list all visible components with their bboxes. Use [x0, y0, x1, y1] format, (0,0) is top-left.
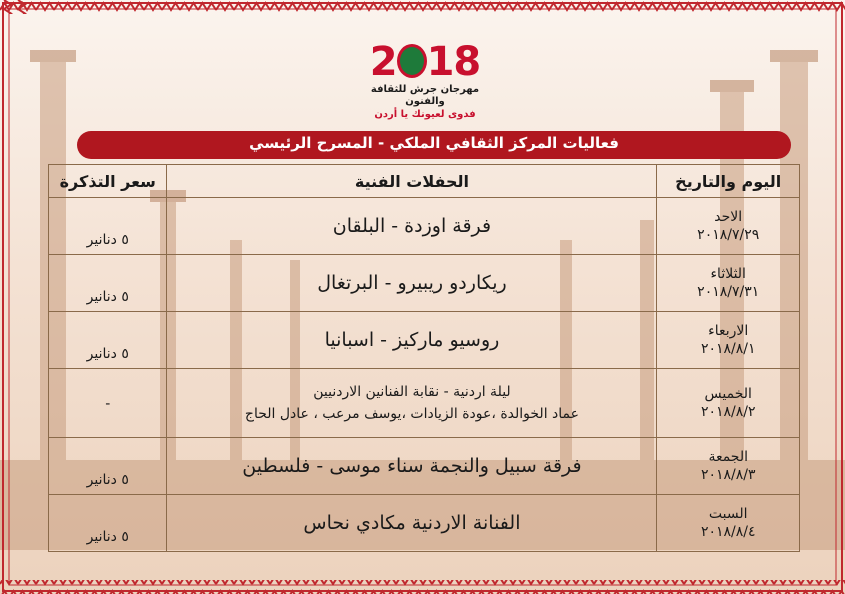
- event-cell: فرقة اوزدة - البلقان: [167, 198, 657, 255]
- table-row: [49, 312, 800, 369]
- logo-year-right: 18: [426, 39, 481, 85]
- header-day: اليوم والتاريخ: [657, 165, 800, 198]
- event-cell: روسيو ماركيز - اسبانيا: [167, 312, 657, 369]
- table-row: [49, 437, 800, 494]
- festival-logo: [360, 40, 490, 135]
- day-date: ٢٠١٨/٨/١: [700, 341, 756, 358]
- title-banner: [77, 131, 791, 159]
- day-cell: [657, 494, 800, 551]
- day-name: الجمعة: [708, 448, 748, 465]
- day-name: الخميس: [704, 386, 752, 403]
- day-date: ٢٠١٨/٨/٤: [700, 523, 756, 540]
- header-events: الحفلات الفنية: [167, 165, 657, 198]
- price-cell: -: [49, 369, 167, 438]
- logo-year-left: 2: [369, 39, 397, 85]
- logo-year: [360, 40, 490, 84]
- day-name: السبت: [708, 505, 748, 522]
- festival-name: مهرجان جرش للثقافة والفنون: [370, 84, 480, 107]
- table-row: [49, 198, 800, 255]
- banner-title: فعاليات المركز الثقافي الملكي - المسرح الرئيسي: [249, 134, 619, 152]
- price-cell: ٥ دنانير: [49, 494, 167, 551]
- day-name: الثلاثاء: [710, 266, 746, 283]
- event-line-1: ليلة اردنية - نقابة الفنانين الاردنيين: [313, 384, 511, 401]
- day-date: ٢٠١٨/٧/٣١: [697, 284, 760, 301]
- event-cell: فرقة سبيل والنجمة سناء موسى - فلسطين: [167, 437, 657, 494]
- day-cell: [657, 437, 800, 494]
- day-date: ٢٠١٨/٧/٢٩: [697, 227, 760, 244]
- schedule-table: [48, 164, 800, 552]
- table-row: [49, 255, 800, 312]
- table-row: [49, 494, 800, 551]
- day-name: الاحد: [714, 209, 743, 226]
- day-cell: [657, 369, 800, 438]
- day-date: ٢٠١٨/٨/٣: [700, 466, 756, 483]
- day-date: ٢٠١٨/٨/٢: [700, 404, 756, 421]
- festival-slogan: فدوى لعيونك يا أردن: [374, 109, 476, 120]
- day-cell: [657, 312, 800, 369]
- logo-emblem-icon: [397, 44, 427, 78]
- event-cell: ريكاردو ريبيرو - البرتغال: [167, 255, 657, 312]
- event-cell: [167, 369, 657, 438]
- table-header-row: [49, 165, 800, 198]
- price-cell: ٥ دنانير: [49, 312, 167, 369]
- day-cell: [657, 198, 800, 255]
- table-row: [49, 369, 800, 438]
- price-cell: ٥ دنانير: [49, 198, 167, 255]
- event-line-2: عماد الخوالدة ،عودة الزيادات ،يوسف مرعب ، عادل الحاج: [244, 406, 579, 423]
- header-price: سعر التذكرة: [49, 165, 167, 198]
- price-cell: ٥ دنانير: [49, 255, 167, 312]
- price-cell: ٥ دنانير: [49, 437, 167, 494]
- day-cell: [657, 255, 800, 312]
- day-name: الاربعاء: [708, 323, 749, 340]
- event-cell: الفنانة الاردنية مكادي نحاس: [167, 494, 657, 551]
